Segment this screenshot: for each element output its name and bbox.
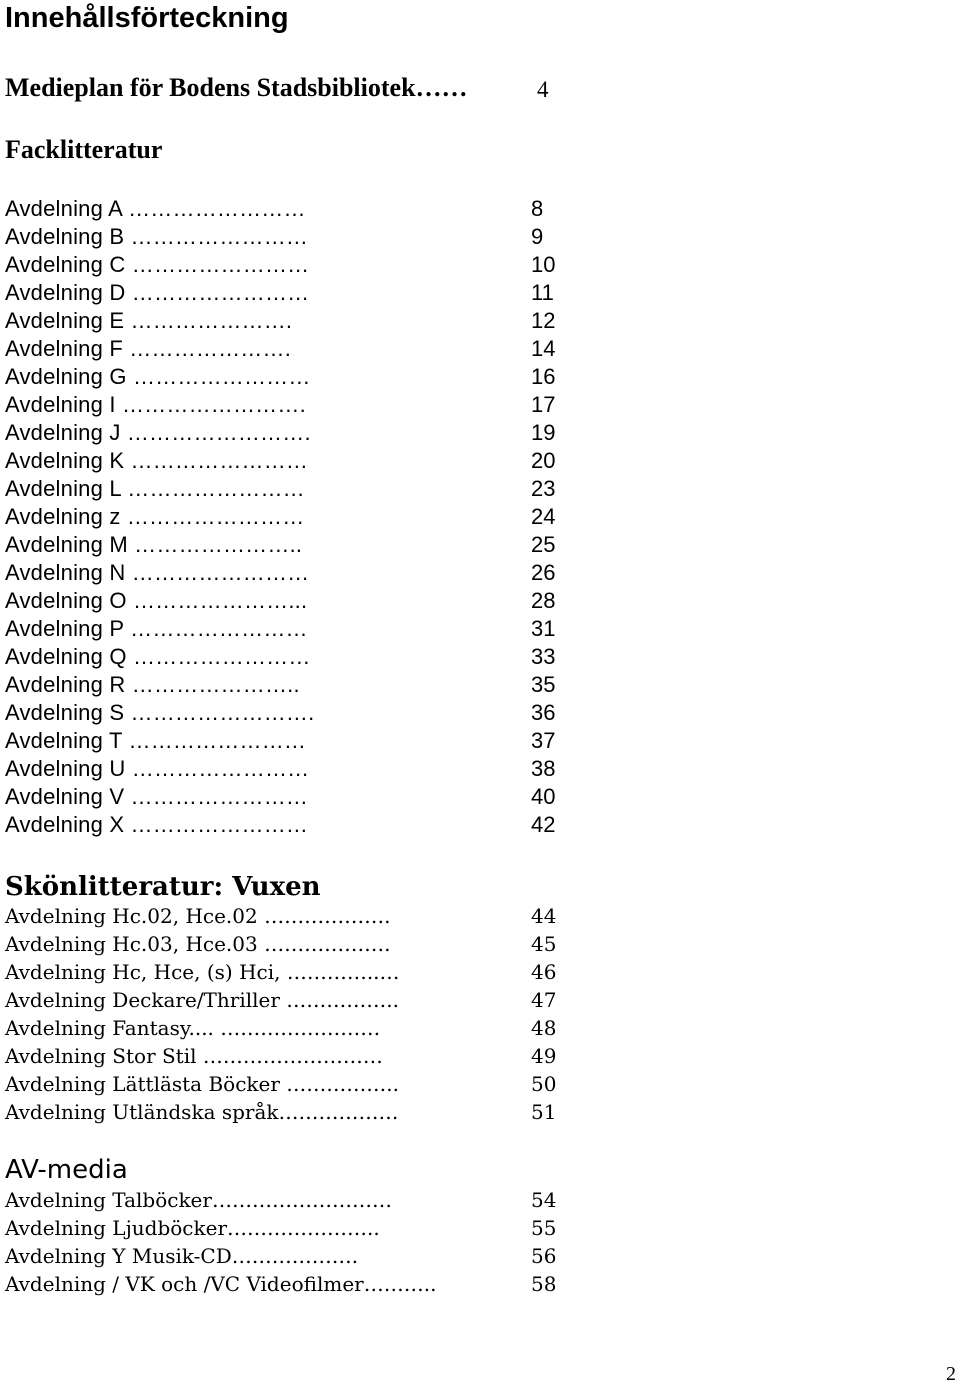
toc-entry-label: Avdelning R ………………….. [5, 672, 300, 697]
toc-entry-page: 37 [531, 728, 556, 753]
toc-entry [5, 366, 605, 392]
toc-entry-page: 36 [531, 700, 556, 725]
toc-entry [5, 1074, 605, 1100]
toc-entry-page: 24 [531, 504, 556, 529]
toc-entry [5, 730, 605, 756]
toc-entry-page: 16 [531, 364, 556, 389]
toc-entry [5, 1046, 605, 1072]
toc-main-entry-label: Medieplan för Bodens Stadsbibliotek…… [5, 73, 468, 102]
toc-main-entry-page: 4 [537, 77, 549, 102]
toc-entry-label: Avdelning J ……………………. [5, 420, 311, 445]
toc-entry-page: 25 [531, 532, 556, 557]
toc-entry-page: 55 [531, 1216, 557, 1240]
toc-entry-page: 51 [531, 1100, 557, 1124]
toc-entry-page: 31 [531, 616, 556, 641]
toc-entry-label: Avdelning A …………………… [5, 196, 306, 221]
toc-entry-page: 33 [531, 644, 556, 669]
toc-entry-page: 17 [531, 392, 556, 417]
toc-entry-label: Avdelning Utländska språk……………… [5, 1100, 399, 1124]
toc-entry-page: 56 [531, 1244, 557, 1268]
toc-entry-label: Avdelning B …………………… [5, 224, 309, 249]
toc-entry [5, 646, 605, 672]
toc-entry-page: 47 [531, 988, 557, 1012]
toc-entry-page: 38 [531, 756, 556, 781]
toc-entry [5, 198, 605, 224]
section-heading-av-media: AV-media [5, 1155, 128, 1185]
toc-entry [5, 562, 605, 588]
document-title: Innehållsförteckning [5, 2, 289, 34]
toc-entry [5, 394, 605, 420]
toc-entry-page: 23 [531, 476, 556, 501]
toc-entry-page: 9 [531, 224, 544, 249]
toc-entry [5, 1018, 605, 1044]
toc-entry-label: Avdelning F …………………. [5, 336, 292, 361]
toc-entry [5, 1218, 605, 1244]
toc-entry [5, 226, 605, 252]
toc-entry-label: Avdelning Lättlästa Böcker …………….. [5, 1072, 399, 1096]
toc-entry-page: 11 [531, 280, 554, 305]
toc-entry-label: Avdelning Ljudböcker………………….. [5, 1216, 380, 1240]
toc-entry [5, 1274, 605, 1300]
toc-entry [5, 934, 605, 960]
toc-entry-label: Avdelning G …………………… [5, 364, 311, 389]
toc-entry [5, 962, 605, 988]
toc-entry-page: 50 [531, 1072, 557, 1096]
toc-entry-label: Avdelning z …………………… [5, 504, 305, 529]
toc-entry-page: 49 [531, 1044, 557, 1068]
toc-entry-label: Avdelning Fantasy.... …………………… [5, 1016, 381, 1040]
toc-entry-label: Avdelning M ………………….. [5, 532, 303, 557]
toc-entry-page: 14 [531, 336, 556, 361]
toc-entry-page: 20 [531, 448, 556, 473]
toc-entry [5, 1102, 605, 1128]
toc-entry [5, 702, 605, 728]
toc-entry-label: Avdelning N …………………… [5, 560, 310, 585]
toc-entry-label: Avdelning K …………………… [5, 448, 309, 473]
toc-entry-page: 12 [531, 308, 556, 333]
toc-entry [5, 282, 605, 308]
toc-entry-page: 42 [531, 812, 556, 837]
page-number: 2 [946, 1363, 956, 1385]
toc-entry-page: 45 [531, 932, 557, 956]
toc-entry-label: Avdelning V …………………… [5, 784, 309, 809]
toc-entry-page: 8 [531, 196, 544, 221]
toc-entry [5, 310, 605, 336]
toc-entry-page: 58 [531, 1272, 557, 1296]
toc-entry-label: Avdelning Hc.02, Hce.02 ………………. [5, 904, 391, 928]
toc-entry [5, 906, 605, 932]
toc-entry-page: 46 [531, 960, 557, 984]
toc-entry [5, 1190, 605, 1216]
toc-entry-page: 26 [531, 560, 556, 585]
toc-entry-label: Avdelning T …………………… [5, 728, 307, 753]
toc-entry-page: 44 [531, 904, 557, 928]
toc-entry-page: 40 [531, 784, 556, 809]
toc-entry-label: Avdelning X …………………… [5, 812, 309, 837]
toc-entry-label: Avdelning Deckare/Thriller …………….. [5, 988, 399, 1012]
section-heading-skonlitteratur: Skönlitteratur: Vuxen [5, 872, 321, 902]
toc-entry [5, 674, 605, 700]
toc-entry [5, 1246, 605, 1272]
toc-entry-label: Avdelning L …………………… [5, 476, 305, 501]
toc-entry [5, 450, 605, 476]
toc-entry-page: 48 [531, 1016, 557, 1040]
toc-entry-label: Avdelning P …………………… [5, 616, 308, 641]
toc-entry-label: Avdelning Talböcker……………………… [5, 1188, 392, 1212]
toc-entry-label: Avdelning S ……………………. [5, 700, 315, 725]
toc-entry-label: Avdelning Stor Stil ……………………… [5, 1044, 383, 1068]
toc-entry-label: Avdelning O …………………... [5, 588, 308, 613]
toc-entry [5, 590, 605, 616]
toc-entry-label: Avdelning C …………………… [5, 252, 310, 277]
toc-entry-label: Avdelning U …………………… [5, 756, 310, 781]
toc-entry-label: Avdelning E …………………. [5, 308, 293, 333]
toc-entry-label: Avdelning Y Musik-CD………………. [5, 1244, 359, 1268]
toc-entry [5, 254, 605, 280]
toc-entry [5, 534, 605, 560]
toc-entry-page: 10 [531, 252, 556, 277]
toc-entry [5, 814, 605, 840]
toc-entry-label: Avdelning Q …………………… [5, 644, 311, 669]
toc-entry [5, 338, 605, 364]
section-heading-facklitteratur: Facklitteratur [5, 135, 163, 164]
toc-entry [5, 618, 605, 644]
toc-entry-label: Avdelning I ……………………. [5, 392, 306, 417]
toc-entry-label: Avdelning Hc.03, Hce.03 ………………. [5, 932, 391, 956]
toc-entry-label: Avdelning / VK och /VC Videofilmer……….. [5, 1272, 437, 1296]
toc-entry-label: Avdelning D …………………… [5, 280, 310, 305]
toc-entry [5, 478, 605, 504]
toc-entry-page: 54 [531, 1188, 557, 1212]
toc-entry [5, 758, 605, 784]
toc-entry [5, 786, 605, 812]
toc-entry [5, 506, 605, 532]
toc-entry-page: 19 [531, 420, 556, 445]
toc-entry-page: 35 [531, 672, 556, 697]
toc-entry-page: 28 [531, 588, 556, 613]
toc-entry [5, 990, 605, 1016]
toc-entry-label: Avdelning Hc, Hce, (s) Hci, …………..… [5, 960, 400, 984]
toc-entry [5, 422, 605, 448]
